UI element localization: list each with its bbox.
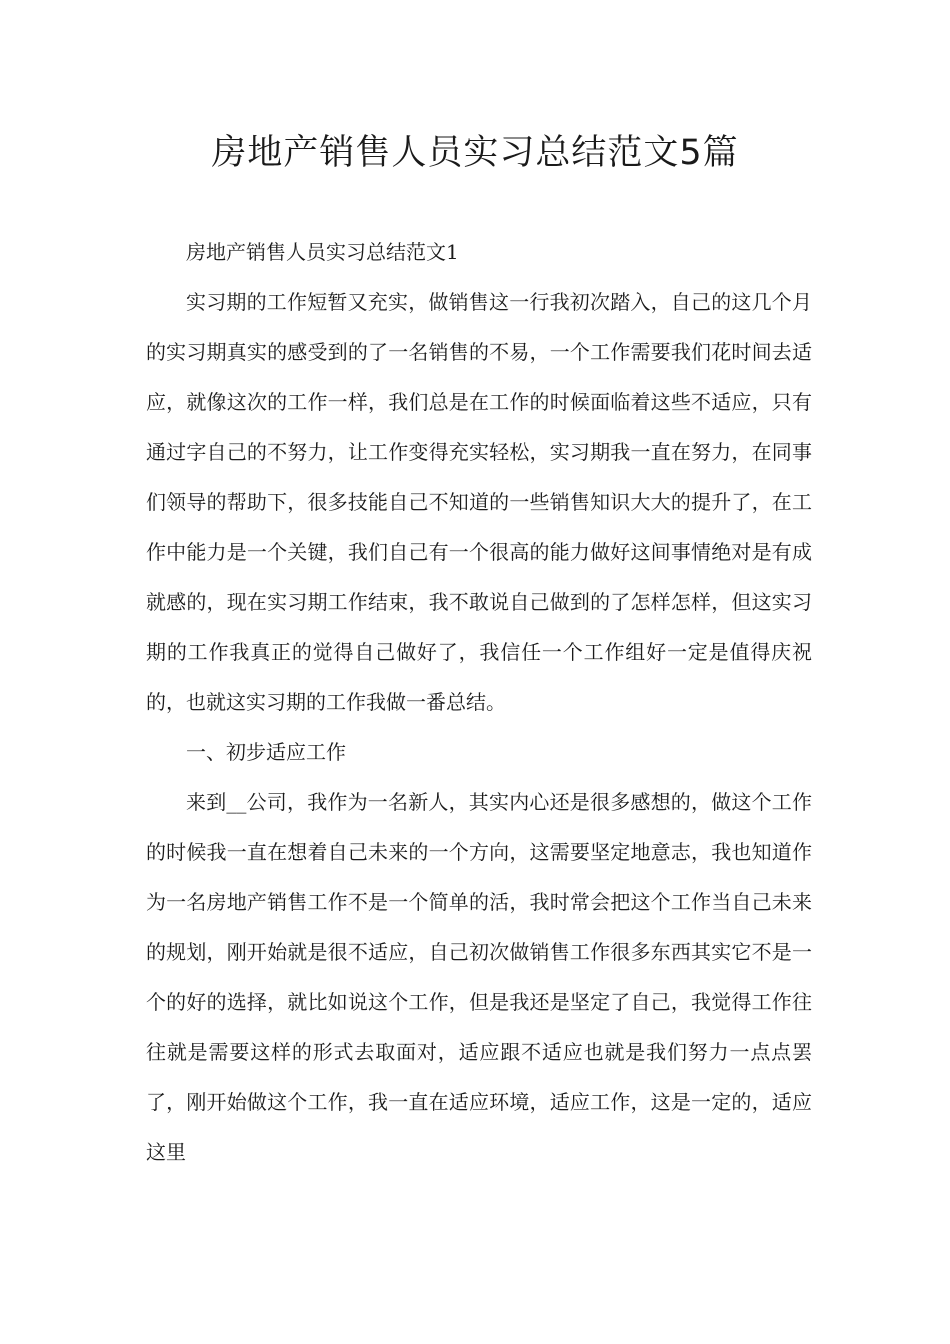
document-title: 房地产销售人员实习总结范文5篇 [211,133,739,173]
document-body [146,227,812,1177]
body-paragraph: 来到__公司，我作为一名新人，其实内心还是很多感想的，做这个工作的时候我一直在想着自己未来的一个方向，这需要坚定地意志，我也知道作为一名房地产销售工作不是一个简单的活，我时常会把这个工作当自己未来的规划，刚开始就是很不适应，自己初次做销售工作很多东西其实它不是一个的好的选择，就比如说这个工作，但是我还是坚定了自己，我觉得工作往往就是需要这样的形式去取面对，适应跟不适应也就是我们努力一点点罢了，刚开始做这个工作，我一直在适应环境，适应工作，这是一定的，适应这里 [146,790,812,1164]
section-heading: 一、初步适应工作 [186,740,346,764]
body-paragraph: 实习期的工作短暂又充实，做销售这一行我初次踏入，自己的这几个月的实习期真实的感受到的了一名销售的不易，一个工作需要我们花时间去适应，就像这次的工作一样，我们总是在工作的时候面临着这些不适应，只有通过字自己的不努力，让工作变得充实轻松，实习期我一直在努力，在同事们领导的帮助下，很多技能自己不知道的一些销售知识大大的提升了，在工作中能力是一个关键，我们自己有一个很高的能力做好这间事情绝对是有成就感的，现在实习期工作结束，我不敢说自己做到的了怎样怎样，但这实习期的工作我真正的觉得自己做好了，我信任一个工作组好一定是值得庆祝的，也就这实习期的工作我做一番总结。 [146,290,812,714]
subtitle-paragraph: 房地产销售人员实习总结范文1 [186,240,459,264]
